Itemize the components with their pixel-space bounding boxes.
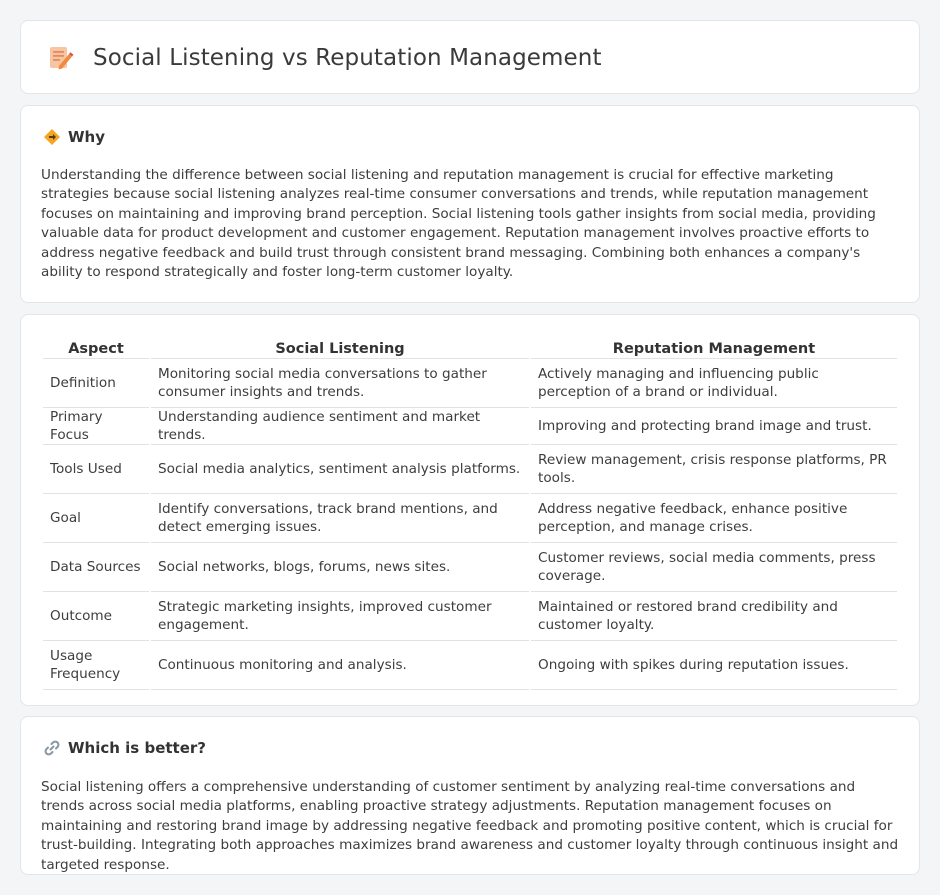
- header-social-listening: Social Listening: [151, 335, 529, 359]
- aspect-cell: Definition: [43, 359, 149, 408]
- diamond-directions-icon: [43, 128, 61, 146]
- social-listening-cell: Monitoring social media conversations to gather consumer insights and trends.: [151, 359, 529, 408]
- table-row: [43, 543, 897, 592]
- aspect-cell: Outcome: [43, 592, 149, 641]
- table-row: [43, 359, 897, 408]
- social-listening-cell: Understanding audience sentiment and market trends.: [151, 408, 529, 445]
- which-is-better-heading: Which is better?: [68, 739, 206, 757]
- social-listening-cell: Continuous monitoring and analysis.: [151, 641, 529, 690]
- page-title: Social Listening vs Reputation Management: [93, 45, 602, 71]
- which-is-better-text: Social listening offers a comprehensive understanding of customer sentiment by analyzing real-time conversations and trends across social media platforms, enabling proactive strategy adjustments. Reputation management focuses on maintaining and restoring brand image by addressing negative feedback and promoting positive content, which is crucial for trust-building. Integrating both approaches maximizes brand awareness and customer loyalty through continuous insight and targeted response.: [41, 779, 899, 873]
- document-edit-icon: [45, 43, 75, 73]
- comparison-table: [41, 335, 899, 690]
- social-listening-cell: Social media analytics, sentiment analysis platforms.: [151, 445, 529, 494]
- header-reputation-management: Reputation Management: [531, 335, 897, 359]
- table-header-row: [43, 335, 897, 359]
- table-row: [43, 641, 897, 690]
- social-listening-cell: Identify conversations, track brand mentions, and detect emerging issues.: [151, 494, 529, 543]
- title-card: [20, 20, 920, 94]
- table-row: [43, 592, 897, 641]
- which-is-better-section: [20, 716, 920, 875]
- social-listening-cell: Strategic marketing insights, improved customer engagement.: [151, 592, 529, 641]
- why-section: [20, 105, 920, 303]
- comparison-table-card: [20, 314, 920, 706]
- social-listening-cell: Social networks, blogs, forums, news sites.: [151, 543, 529, 592]
- reputation-management-cell: Improving and protecting brand image and trust.: [531, 408, 897, 445]
- why-text: Understanding the difference between social listening and reputation management is crucial for effective marketing strategies because social listening analyzes real-time consumer conversations and trends, while reputation management focuses on maintaining and improving brand perception. Social listening tools gather insights from social media, providing valuable data for product development and customer engagement. Reputation management involves proactive efforts to address negative feedback and build trust through consistent brand messaging. Combining both enhances a company's ability to respond strategically and foster long-term customer loyalty.: [41, 167, 876, 281]
- why-heading: Why: [68, 128, 106, 146]
- reputation-management-cell: Address negative feedback, enhance positive perception, and manage crises.: [531, 494, 897, 543]
- reputation-management-cell: Ongoing with spikes during reputation issues.: [531, 641, 897, 690]
- link-icon: [43, 739, 61, 757]
- header-aspect: Aspect: [43, 335, 149, 359]
- reputation-management-cell: Customer reviews, social media comments, press coverage.: [531, 543, 897, 592]
- reputation-management-cell: Review management, crisis response platforms, PR tools.: [531, 445, 897, 494]
- aspect-cell: Goal: [43, 494, 149, 543]
- aspect-cell: Tools Used: [43, 445, 149, 494]
- aspect-cell: Data Sources: [43, 543, 149, 592]
- table-row: [43, 408, 897, 445]
- aspect-cell: Primary Focus: [43, 408, 149, 445]
- aspect-cell: Usage Frequency: [43, 641, 149, 690]
- table-row: [43, 494, 897, 543]
- reputation-management-cell: Actively managing and influencing public perception of a brand or individual.: [531, 359, 897, 408]
- reputation-management-cell: Maintained or restored brand credibility and customer loyalty.: [531, 592, 897, 641]
- table-row: [43, 445, 897, 494]
